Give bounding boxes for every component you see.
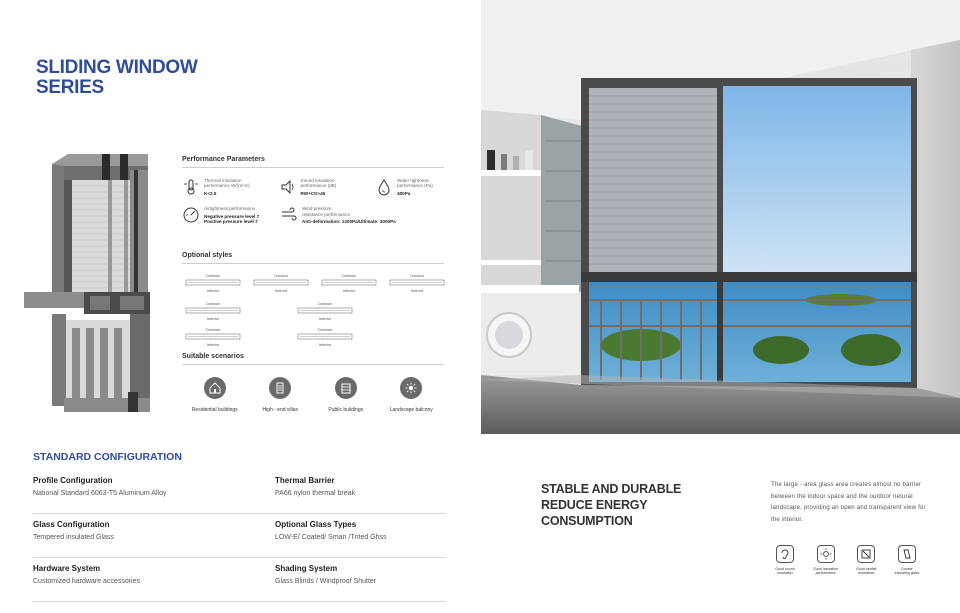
- airtightness-param: [182, 206, 280, 225]
- office-building-icon: [335, 377, 357, 399]
- window-section-diagram: [182, 326, 244, 350]
- config-item: [275, 564, 446, 608]
- config-name: Shading System: [275, 564, 338, 573]
- title-line-1: SLIDING WINDOW: [36, 57, 198, 78]
- config-name: Optional Glass Types: [275, 520, 357, 529]
- feature-label: Good insulation: [813, 567, 839, 571]
- feature-insulation: [807, 545, 845, 576]
- config-value: Customized hardware accessories: [33, 578, 140, 585]
- water-tightness-param: [375, 178, 444, 196]
- sun-icon: [817, 545, 835, 563]
- shield-icon: [857, 545, 875, 563]
- scenario-label: Public buildings: [328, 407, 364, 413]
- outdoor-label: Outdoor: [409, 273, 425, 278]
- standard-configuration-heading: STANDARD CONFIGURATION: [33, 451, 182, 463]
- feature-label: performance: [815, 571, 836, 576]
- param-label: Wind pressure: [302, 206, 332, 212]
- interior-label: Interior: [318, 316, 332, 321]
- window-section-diagram: [318, 272, 380, 296]
- optional-styles-diagrams: [182, 266, 444, 350]
- house-icon: [204, 377, 226, 399]
- param-label: performance (dB): [300, 183, 337, 189]
- window-section-diagram: [294, 326, 356, 350]
- interior-window-photo: [481, 0, 960, 434]
- param-label: performance (Pa): [397, 183, 433, 189]
- scenario-villas: [248, 377, 314, 413]
- feature-label: Double: [901, 567, 913, 571]
- config-value: Tempered insulated Glass: [33, 534, 114, 541]
- scenario-balcony: [379, 377, 445, 413]
- scenario-residential: [182, 377, 248, 413]
- feature-icons: [766, 545, 926, 576]
- feature-label: Good rainfall: [856, 567, 877, 571]
- interior-label: Interior: [206, 288, 220, 293]
- config-name: Profile Configuration: [33, 476, 113, 485]
- sun-balcony-icon: [400, 377, 422, 399]
- interior-label: Interior: [410, 288, 424, 293]
- title-line-2: SERIES: [36, 77, 104, 98]
- interior-label: Interior: [206, 316, 220, 321]
- param-value: Negative pressure level 7: [204, 213, 260, 219]
- scenario-label: Residential buildings: [191, 407, 238, 413]
- interior-label: Interior: [342, 288, 356, 293]
- ear-icon: [776, 545, 794, 563]
- water-drop-icon: [375, 178, 393, 196]
- outdoor-label: Outdoor: [317, 301, 333, 306]
- optional-styles-heading: Optional styles: [182, 252, 233, 259]
- param-value: RW+Ctr>45: [300, 190, 326, 196]
- sound-insulation-param: [279, 178, 376, 196]
- param-label: Sound insulation: [300, 178, 335, 183]
- divider: [182, 263, 444, 264]
- scenario-label: High - end villas: [262, 407, 299, 413]
- param-label: Thermal insulation: [204, 178, 242, 183]
- thermometer-icon: [182, 178, 200, 196]
- config-name: Thermal Barrier: [275, 476, 335, 485]
- config-value: Glass Blinds / Windproof Shutter: [275, 578, 377, 585]
- feature-label: Good sound: [775, 567, 795, 571]
- profile-cross-section-image: [24, 152, 152, 414]
- series-title: [36, 58, 236, 98]
- divider: [182, 364, 444, 365]
- window-section-diagram: [386, 272, 448, 296]
- optional-styles: [182, 252, 444, 350]
- stable-heading: [541, 481, 741, 529]
- performance-parameters: [182, 156, 444, 225]
- config-name: Hardware System: [33, 564, 101, 573]
- divider: [182, 167, 444, 168]
- glass-icon: [898, 545, 916, 563]
- config-value: National Standard 6063-T5 Aluminum Alloy: [33, 490, 167, 497]
- outdoor-label: Outdoor: [205, 327, 221, 332]
- performance-heading: Performance Parameters: [182, 156, 265, 163]
- airtightness-icon: [182, 206, 200, 224]
- feature-label: insulating glass: [894, 571, 920, 576]
- window-section-diagram: [250, 272, 312, 296]
- stable-heading-line: CONSUMPTION: [541, 514, 633, 528]
- window-section-diagram: [182, 300, 244, 324]
- sound-icon: [279, 178, 297, 196]
- scenario-public: [313, 377, 379, 413]
- outdoor-label: Outdoor: [273, 273, 289, 278]
- outdoor-label: Outdoor: [341, 273, 357, 278]
- config-name: Glass Configuration: [33, 520, 110, 529]
- param-label: Airtightness performance: [204, 206, 256, 212]
- stable-heading-line: REDUCE ENERGY: [541, 498, 648, 512]
- config-value: LOW-E/ Coated/ Sman /Tnted Ghss: [275, 534, 387, 541]
- feature-sound: [766, 545, 804, 576]
- window-section-diagram: [294, 300, 356, 324]
- feature-rainfall: [847, 545, 885, 576]
- window-section-diagram: [182, 272, 244, 296]
- param-label: performance W/(m²·K): [204, 183, 250, 189]
- tall-building-icon: [269, 377, 291, 399]
- outdoor-label: Outdoor: [205, 301, 221, 306]
- param-value: 400Pa: [397, 190, 411, 196]
- param-value: Anti-deformation: 1200Pa/Ultimate: 3000Pa: [302, 219, 396, 225]
- interior-label: Interior: [318, 342, 332, 347]
- feature-label: resistance: [858, 571, 875, 576]
- interior-label: Interior: [274, 288, 288, 293]
- param-value: K<2.5: [204, 190, 217, 196]
- feature-double-glass: [888, 545, 926, 576]
- stable-heading-line: STABLE AND DURABLE: [541, 482, 682, 496]
- param-value: Positive pressure level 7: [204, 219, 258, 225]
- param-label: Water tightness: [397, 178, 429, 183]
- feature-label: insulation: [777, 571, 793, 576]
- config-column-right: [275, 476, 446, 608]
- stable-description: The large - area glass area creates almost no barrier between the indoor space and the outdoor netural landscape, providing an open and transparent view for the interior.: [771, 481, 926, 523]
- suitable-scenarios: [182, 353, 444, 413]
- outdoor-label: Outdoor: [317, 327, 333, 332]
- wind-icon: [280, 206, 298, 224]
- config-item: [275, 476, 446, 520]
- outdoor-label: Outdoor: [205, 273, 221, 278]
- scenarios-heading: Suitable scenarios: [182, 353, 244, 360]
- config-item: [275, 520, 446, 564]
- wind-pressure-param: [280, 206, 430, 225]
- param-label: resistance performance: [302, 211, 351, 217]
- config-value: PA66 nylon thermal break: [275, 490, 356, 497]
- thermal-insulation-param: [182, 178, 279, 196]
- interior-label: Interior: [206, 342, 220, 347]
- scenario-label: Landscape balcony: [389, 407, 433, 413]
